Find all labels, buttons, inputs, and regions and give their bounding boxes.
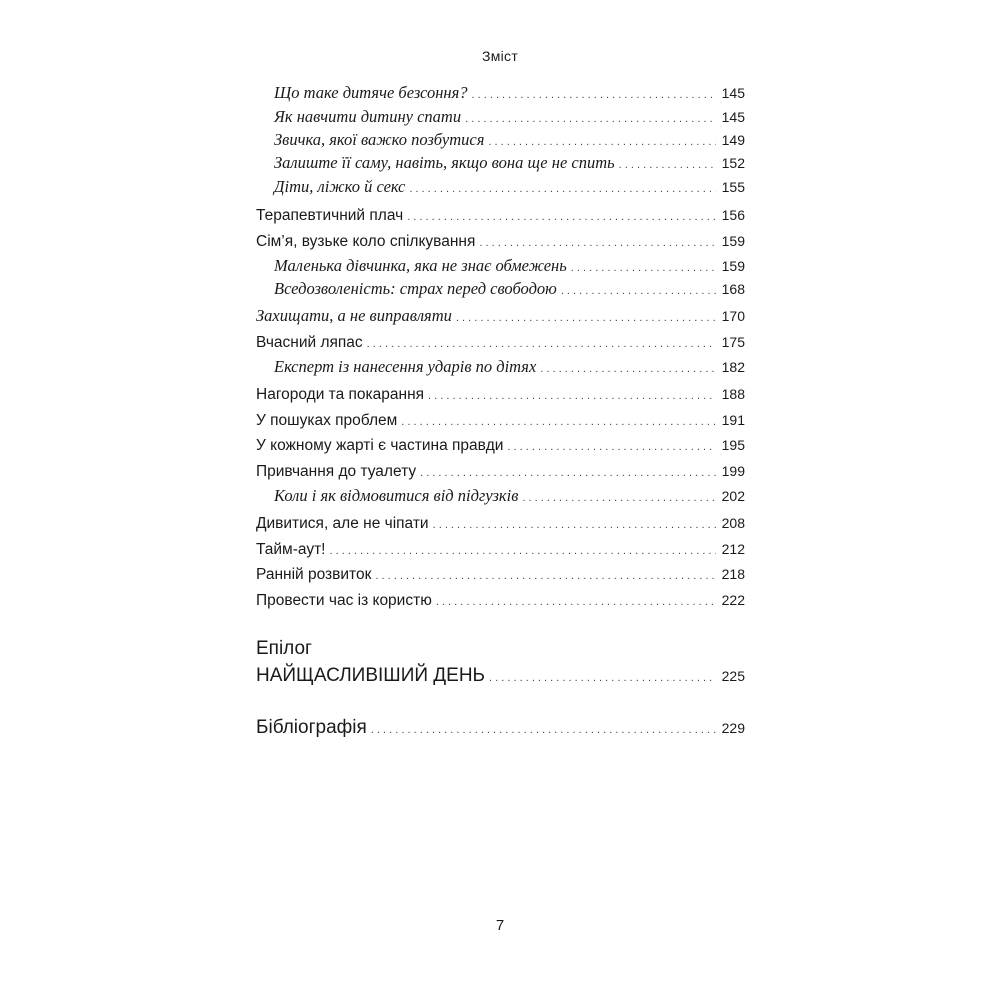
toc-entry-title: Тайм-аут! [256,541,326,558]
toc-entry-page: 168 [721,281,745,297]
toc-entry-title: Нагороди та покарання [256,386,425,403]
toc-entry [256,306,745,328]
toc-entry [256,332,745,354]
dot-leader [401,412,715,432]
running-header: Зміст [481,48,519,64]
toc-entry-page: 145 [721,109,745,125]
dot-leader [571,258,716,278]
toc-entry-title: У кожному жарті є частина правди [256,437,504,454]
dot-leader [436,592,716,612]
toc-entry [256,539,745,561]
toc-entry-page: 199 [721,463,745,479]
toc-entry-page: 182 [721,359,745,375]
toc-entry [274,357,745,379]
toc-entry [274,130,745,152]
toc-entry-title: Що таке дитяче безсоння? [274,83,468,102]
toc-entry-page: 188 [721,386,745,402]
dot-leader [420,463,716,483]
dot-leader [375,566,715,586]
dot-leader [522,488,715,508]
epilog-label: Епілог [256,638,312,659]
toc-entry-page: 155 [721,179,745,195]
toc-entry-title: Бібліографія [256,717,367,738]
toc-entry-title: НАЙЩАСЛИВІШИЙ ДЕНЬ [256,665,486,686]
toc-entry-page: 175 [721,334,745,350]
toc-entry-page: 195 [721,437,745,453]
toc-entry [274,153,745,175]
toc-entry [274,279,745,301]
toc-entry [256,461,745,483]
toc-entry-title: Захищати, а не виправляти [256,306,452,325]
toc-entry-page: 156 [721,207,745,223]
toc-entry-page: 229 [721,720,745,736]
dot-leader [428,386,716,406]
toc-entry-title: Діти, ліжко й секс [274,177,406,196]
toc-entry-title: Маленька дівчинка, яка не знає обмежень [274,256,567,275]
toc-entry-page: 152 [721,155,745,171]
toc-entry [274,177,745,199]
toc-entry-page: 225 [721,668,745,684]
toc-entry [256,564,745,586]
toc-entry [256,231,745,253]
dot-leader [409,179,715,199]
toc-entry-page: 159 [721,258,745,274]
toc-entry-title: Дивитися, але не чіпати [256,515,429,532]
dot-leader [371,718,716,742]
dot-leader [561,281,716,301]
toc-entry-page: 202 [721,488,745,504]
dot-leader [479,233,715,253]
toc-entry [274,486,745,508]
toc-entry-page: 208 [721,515,745,531]
toc-entry-title: Коли і як відмовитися від підгузків [274,486,519,505]
toc-entry-title: Вседозволеність: страх перед свободою [274,279,557,298]
dot-leader [488,132,715,152]
dot-leader [507,437,715,457]
toc-entry-title: Провести час із користю [256,592,432,609]
toc-entry [256,384,745,406]
toc-entry-title: Привчання до туалету [256,463,417,480]
toc-entry-title: Вчасний ляпас [256,334,363,351]
dot-leader [619,155,716,175]
toc-entry-title: Сім’я, вузьке коло спілкування [256,233,476,250]
dot-leader [407,207,715,227]
toc-entry-page: 212 [721,541,745,557]
dot-leader [456,308,716,328]
toc-entry-title: Експерт із нанесення ударів по дітях [274,357,537,376]
dot-leader [329,541,715,561]
toc-entry [256,590,745,612]
toc-entry-page: 170 [721,308,745,324]
toc-entry [256,513,745,535]
toc-entry-page: 149 [721,132,745,148]
dot-leader [472,85,716,105]
toc-entry-title: Залиште її саму, навіть, якщо вона ще не спить [274,153,615,172]
toc-entry-title: У пошуках проблем [256,412,398,429]
toc-entry [256,435,745,457]
dot-leader [540,359,715,379]
toc-entry-page: 218 [721,566,745,582]
toc-entry-page: 145 [721,85,745,101]
toc-entry-title: Ранній розвиток [256,566,372,583]
toc-entry-page: 191 [721,412,745,428]
dot-leader [433,515,716,535]
toc-entry [256,410,745,432]
toc-entry-page: 159 [721,233,745,249]
toc-entry [274,256,745,278]
toc-entry-epilog [256,664,745,690]
toc-entry-page: 222 [721,592,745,608]
dot-leader [489,666,716,690]
toc-entry-title: Звичка, якої важко позбутися [274,130,485,149]
dot-leader [465,109,716,129]
toc-entry-bibliography [256,716,745,742]
toc-entry [256,205,745,227]
toc-entry [274,83,745,105]
toc-entry-title: Терапевтичний плач [256,207,404,224]
toc-entry-title: Як навчити дитину спати [274,107,462,126]
page-number: 7 [495,917,505,934]
dot-leader [367,334,716,354]
toc-entry [274,107,745,129]
